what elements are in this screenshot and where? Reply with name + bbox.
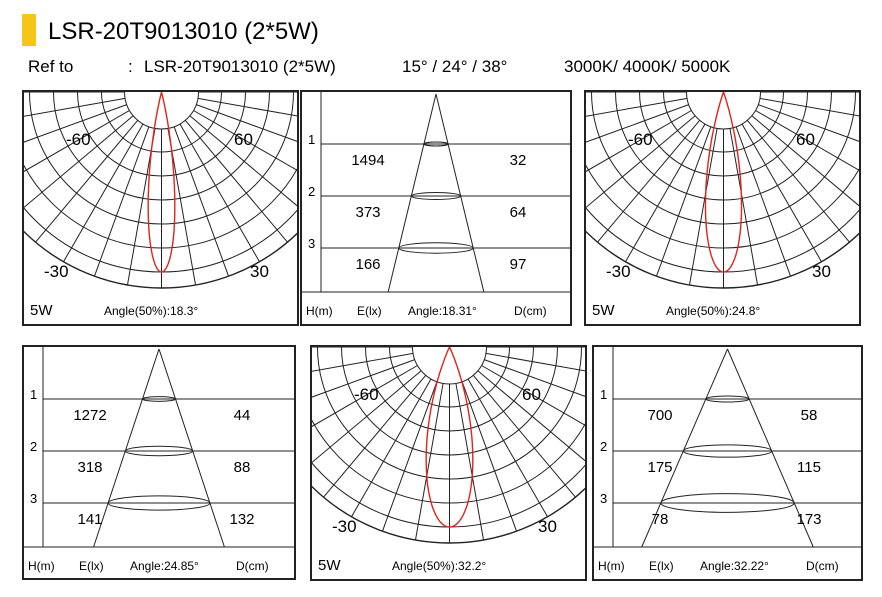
angle-label-minus-30: -30	[606, 262, 631, 281]
illuminance-value: 175	[647, 459, 673, 476]
illuminance-value: 78	[651, 511, 669, 528]
footer-height-label: H(m)	[306, 304, 333, 318]
footer-diameter-label: D(cm)	[514, 304, 547, 318]
polar-ring	[24, 92, 297, 248]
diameter-value: 115	[797, 459, 821, 476]
diameter-value: 64	[509, 204, 527, 221]
footer-beam-angle-label: Angle:18.31°	[408, 304, 477, 318]
footer-beam-angle-label: Angle:32.22°	[700, 559, 769, 573]
angle-label-60: 60	[522, 385, 541, 404]
angle-label-30: 30	[538, 517, 557, 536]
polar-diagram-18	[22, 90, 299, 326]
polar-spoke	[382, 382, 436, 531]
angle-label-minus-60: -60	[628, 130, 653, 149]
polar-spoke	[456, 383, 484, 540]
beam-angle-label: Angle(50%):18.3°	[104, 304, 199, 318]
polar-spoke	[736, 127, 790, 276]
power-label: 5W	[30, 302, 53, 319]
height-tick-label: 1	[600, 387, 608, 402]
illuminance-value: 700	[647, 407, 673, 424]
diameter-value: 97	[509, 256, 527, 273]
footer-height-label: H(m)	[598, 559, 625, 573]
polar-spoke	[415, 383, 443, 540]
polar-grid	[312, 347, 585, 543]
polar-ring	[312, 347, 585, 503]
footer-diameter-label: D(cm)	[236, 559, 269, 573]
page-title: LSR-20T9013010 (2*5W)	[48, 18, 319, 45]
ref-model: LSR-20T9013010 (2*5W)	[144, 57, 336, 76]
illuminance-value: 318	[77, 459, 103, 476]
angle-label-30: 30	[250, 262, 269, 281]
cone-diagram-32	[592, 345, 863, 581]
diameter-value: 88	[233, 459, 251, 476]
polar-plot-svg	[24, 92, 297, 324]
angle-label-30: 30	[812, 262, 831, 281]
angle-label-60: 60	[796, 130, 815, 149]
illuminance-value: 373	[355, 204, 381, 221]
power-label: 5W	[318, 557, 341, 574]
angle-label-minus-60: -60	[354, 385, 379, 404]
height-tick-label: 2	[30, 439, 38, 454]
ref-label: Ref to	[28, 57, 74, 76]
polar-ring	[586, 92, 859, 248]
cone-plot-svg	[24, 347, 294, 578]
beam-angle-label: Angle(50%):24.8°	[666, 304, 761, 318]
height-tick-label: 3	[600, 491, 608, 506]
height-tick-label: 2	[600, 439, 608, 454]
cone-edge-left	[94, 349, 159, 547]
angle-label-minus-60: -60	[66, 130, 91, 149]
polar-grid	[24, 92, 297, 288]
ref-beam-angles: 15° / 24° / 38°	[402, 57, 508, 76]
cone-edge-right	[159, 349, 224, 547]
cone-plot-svg	[302, 92, 570, 324]
cone-diagram-24	[22, 345, 296, 580]
polar-grid	[586, 92, 859, 288]
footer-diameter-label: D(cm)	[806, 559, 839, 573]
diameter-value: 44	[233, 407, 251, 424]
footer-illuminance-label: E(lx)	[649, 559, 674, 573]
height-tick-label: 1	[308, 132, 316, 147]
diameter-value: 173	[796, 511, 822, 528]
cone-diagram-18	[300, 90, 572, 326]
height-tick-label: 2	[308, 184, 316, 199]
height-tick-label: 1	[30, 387, 38, 402]
polar-spoke	[656, 127, 710, 276]
title-accent-bar	[22, 14, 36, 46]
illuminance-value: 141	[77, 511, 103, 528]
polar-spoke	[94, 127, 148, 276]
diameter-value: 58	[800, 407, 818, 424]
footer-height-label: H(m)	[28, 559, 55, 573]
height-tick-label: 3	[308, 236, 316, 251]
diameter-value: 132	[229, 511, 255, 528]
polar-spoke	[174, 127, 228, 276]
illuminance-value: 1272	[73, 407, 107, 424]
ref-color-temperatures: 3000K/ 4000K/ 5000K	[564, 57, 731, 76]
footer-beam-angle-label: Angle:24.85°	[130, 559, 199, 573]
polar-plot-svg	[586, 92, 859, 324]
polar-diagram-24	[584, 90, 861, 326]
height-tick-label: 3	[30, 491, 38, 506]
diameter-value: 32	[509, 152, 527, 169]
power-label: 5W	[592, 302, 615, 319]
angle-label-60: 60	[234, 130, 253, 149]
beam-angle-label: Angle(50%):32.2°	[392, 559, 487, 573]
footer-illuminance-label: E(lx)	[79, 559, 104, 573]
angle-label-minus-30: -30	[44, 262, 69, 281]
illuminance-value: 166	[355, 256, 381, 273]
polar-spoke	[462, 382, 516, 531]
polar-diagram-32	[310, 345, 587, 581]
illuminance-value: 1494	[351, 152, 385, 169]
polar-plot-svg	[312, 347, 585, 579]
ref-colon: :	[128, 57, 133, 76]
angle-label-minus-30: -30	[332, 517, 357, 536]
footer-illuminance-label: E(lx)	[357, 304, 382, 318]
